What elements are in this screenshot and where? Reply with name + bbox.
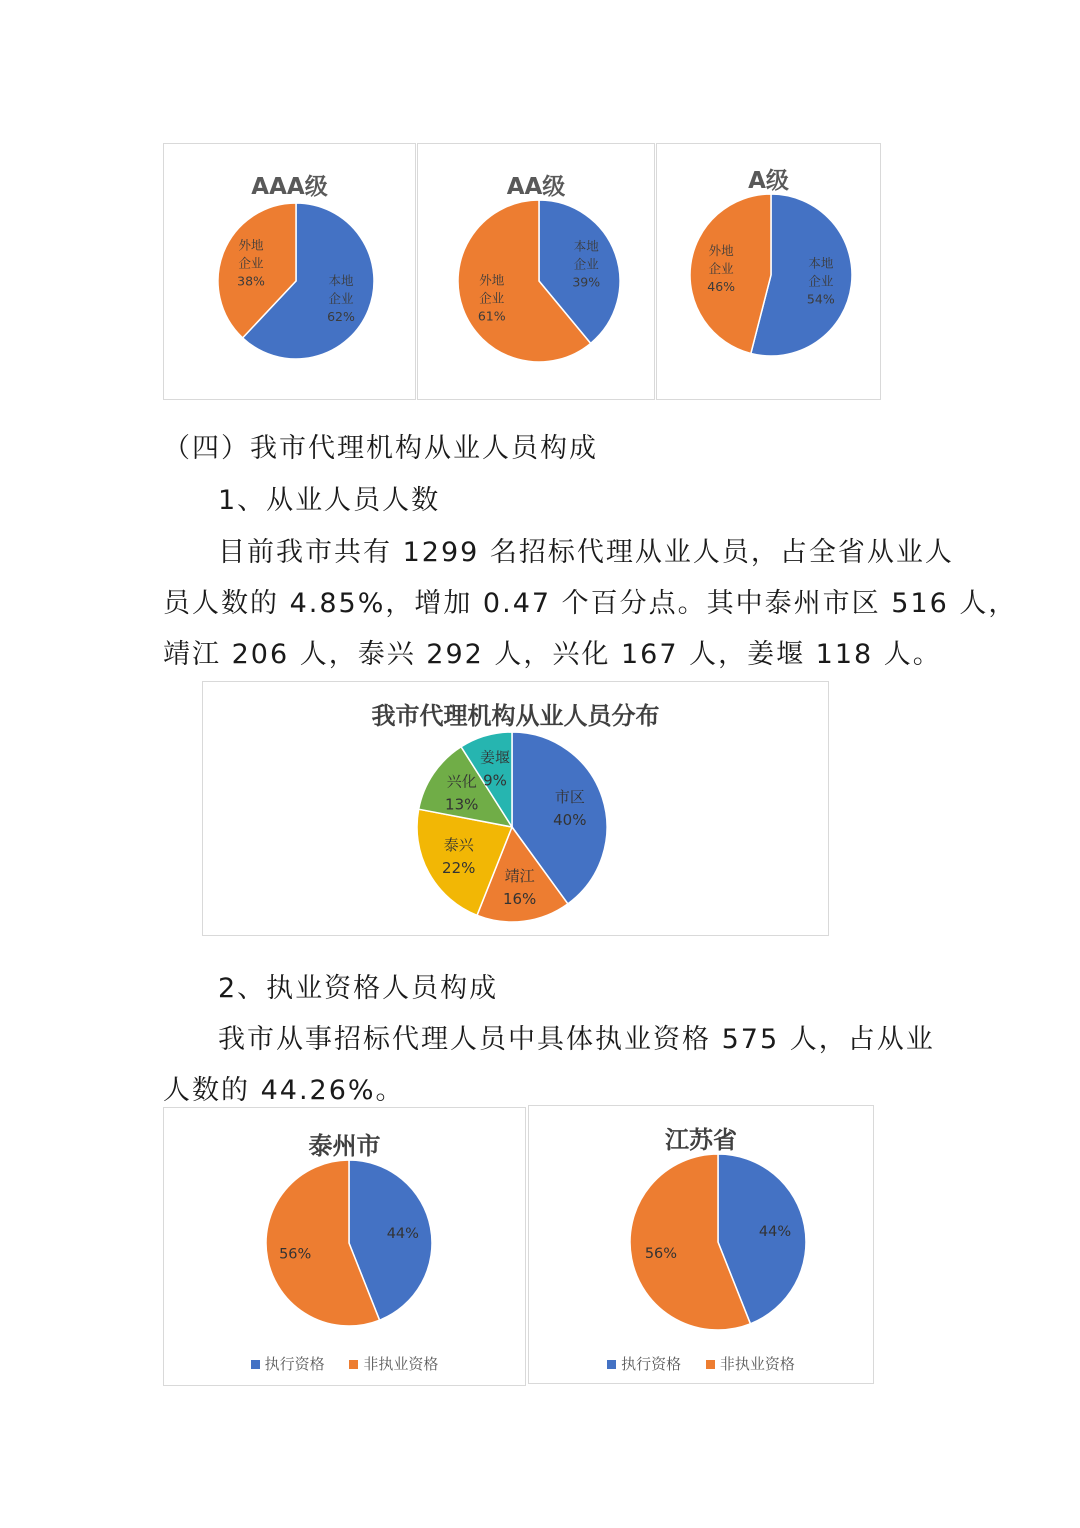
para1-line2: 员人数的 4.85%，增加 0.47 个百分点。其中泰州市区 516 人，	[163, 588, 1018, 619]
legend-taizhou	[164, 1353, 525, 1374]
pie-data-label-1: 56%	[279, 1246, 312, 1263]
pie-data-label-0: 本地企业 54%	[806, 255, 835, 307]
chart-taizhou	[163, 1107, 526, 1386]
sub2-heading: 2、执业资格人员构成	[218, 973, 499, 1004]
chart-a-title: A级	[748, 168, 789, 194]
legend-swatch-blue	[251, 1360, 260, 1369]
chart-distribution	[202, 681, 829, 936]
pie-data-label-1: 外地企业 46%	[707, 243, 736, 295]
legend-swatch-orange	[349, 1360, 358, 1369]
pie-data-label-3: 兴化 13%	[445, 772, 479, 814]
pie-data-label-1: 56%	[644, 1245, 678, 1262]
section-heading: （四）我市代理机构从业人员构成	[163, 433, 598, 464]
legend-item-unqualified	[349, 1355, 438, 1373]
legend-label-unqualified: 非执业资格	[363, 1355, 439, 1373]
legend-item-qualified	[251, 1355, 325, 1373]
chart-aa-title: AA级	[506, 174, 566, 200]
pie-data-label-2: 泰兴 22%	[442, 836, 476, 878]
chart-taizhou-title: 泰州市	[308, 1131, 381, 1160]
legend-label-qualified: 执行资格	[264, 1355, 325, 1373]
chart-distribution-title: 我市代理机构从业人员分布	[371, 701, 660, 730]
para2-line1: 我市从事招标代理人员中具体执业资格 575 人，占从业	[218, 1024, 935, 1055]
para1-line1: 目前我市共有 1299 名招标代理从业人员，占全省从业人	[218, 537, 954, 568]
chart-aaa-title: AAA级	[251, 174, 328, 200]
para1-line3: 靖江 206 人，泰兴 292 人，兴化 167 人，姜堰 118 人。	[163, 639, 942, 670]
legend-label-unqualified: 非执业资格	[719, 1355, 795, 1373]
legend-jiangsu	[529, 1353, 873, 1374]
pie-data-label-0: 本地企业 39%	[572, 238, 601, 290]
pie-data-label-0: 市区 40%	[553, 787, 587, 829]
pie-data-label-1: 外地企业 61%	[477, 272, 506, 324]
chart-jiangsu	[528, 1105, 874, 1384]
legend-swatch-blue	[607, 1360, 616, 1369]
pie-data-label-1: 靖江 16%	[502, 867, 537, 909]
chart-a	[656, 143, 881, 400]
chart-jiangsu-title: 江苏省	[665, 1125, 737, 1154]
legend-swatch-orange	[706, 1360, 715, 1369]
legend-item-unqualified	[706, 1355, 795, 1373]
legend-item-qualified	[607, 1355, 681, 1373]
chart-aaa	[163, 143, 416, 400]
pie-data-label-4: 姜堰 9%	[480, 748, 511, 790]
pie-data-label-1: 外地企业 38%	[237, 237, 265, 289]
chart-aa	[417, 143, 655, 400]
pie-data-label-0: 44%	[386, 1225, 419, 1242]
para2-line2: 人数的 44.26%。	[163, 1075, 405, 1106]
pie-data-label-0: 本地企业 62%	[327, 273, 355, 325]
pie-data-label-0: 44%	[758, 1224, 792, 1241]
legend-label-qualified: 执行资格	[621, 1355, 682, 1373]
sub1-heading: 1、从业人员人数	[218, 485, 441, 516]
